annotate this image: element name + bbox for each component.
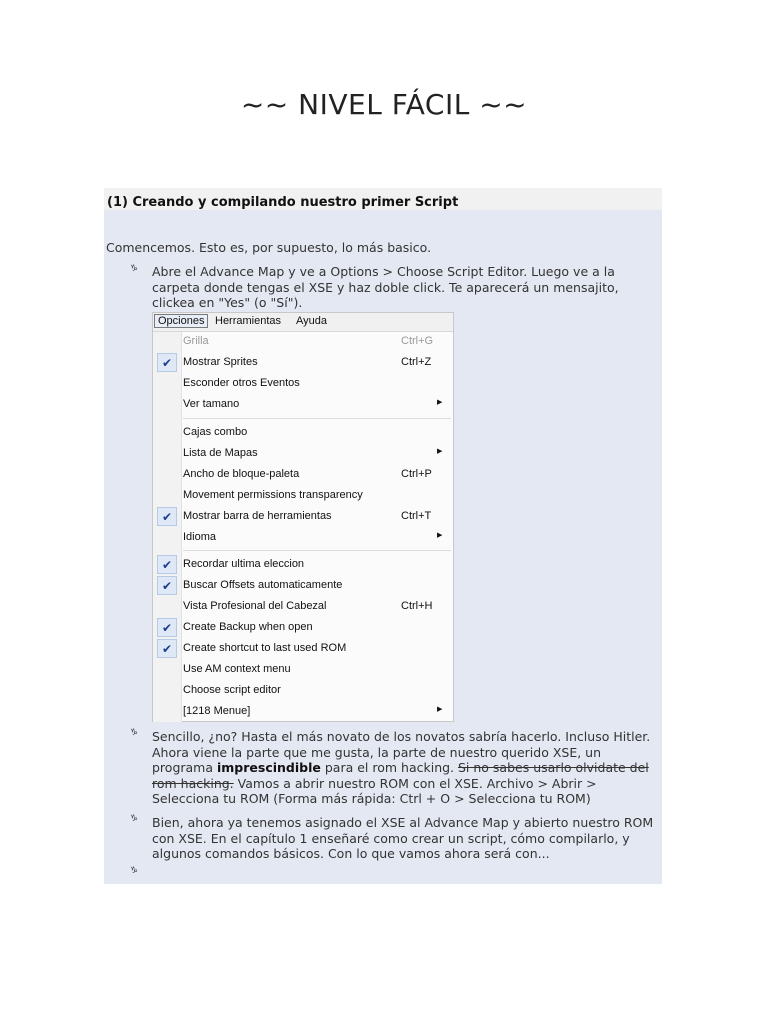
text-run: para el rom hacking. xyxy=(320,760,458,775)
struck-text: Si no sabes usarlo olvidate del xyxy=(458,760,649,775)
menu-item[interactable] xyxy=(153,444,453,464)
bold-text: imprescindible xyxy=(217,760,321,775)
menu-item[interactable] xyxy=(153,465,453,485)
paragraph-line: con XSE. En el capítulo 1 enseñaré como crear un script, cómo compilarlo, y xyxy=(152,830,630,846)
paragraph-line xyxy=(152,776,660,792)
menu-item[interactable] xyxy=(153,353,453,373)
check-icon: ✔ xyxy=(157,507,177,526)
menu-item-label: Idioma xyxy=(183,531,217,543)
paragraph-line: Bien, ahora ya tenemos asignado el XSE al Advance Map y abierto nuestro ROM xyxy=(152,815,654,830)
paragraph-line xyxy=(152,760,660,776)
check-icon: ✔ xyxy=(157,353,177,372)
menu-item-label: Mostrar Sprites xyxy=(183,356,258,368)
menu-item[interactable] xyxy=(153,702,453,722)
submenu-arrow-icon: ▶ xyxy=(437,706,443,713)
menu-item[interactable] xyxy=(153,639,453,659)
menu-item-label: Lista de Mapas xyxy=(183,447,258,459)
check-icon: ✔ xyxy=(157,576,177,595)
text-run: programa xyxy=(152,760,217,775)
intro-text: Comencemos. Esto es, por supuesto, lo más basico. xyxy=(106,240,432,255)
menu-item-label: Create Backup when open xyxy=(183,621,313,633)
section-header: (1) Creando y compilando nuestro primer Script xyxy=(104,188,662,210)
menu-item-label: Mostrar barra de herramientas xyxy=(183,510,332,522)
submenu-arrow-icon: ▶ xyxy=(437,532,443,539)
submenu-arrow-icon: ▶ xyxy=(437,399,443,406)
menu-bar xyxy=(153,313,453,332)
menu-item-label: Grilla xyxy=(183,335,209,347)
menu-item[interactable] xyxy=(153,576,453,596)
menu-item-shortcut: Ctrl+Z xyxy=(401,356,432,368)
paragraph-2 xyxy=(152,729,660,807)
menu-item-label: Ancho de bloque-paleta xyxy=(183,468,300,480)
paragraph-line: Abre el Advance Map y ve a Options > Choose Script Editor. Luego ve a la xyxy=(152,264,615,279)
paragraph-line: clickea en "Yes" (o "Sí"). xyxy=(152,295,303,310)
paragraph-line: carpeta donde tengas el XSE y haz doble click. Te aparecerá un mensajito, xyxy=(152,279,619,295)
paragraph-line: algunos comandos básicos. Con lo que vamos ahora será con... xyxy=(152,846,550,861)
menu-item-shortcut: Ctrl+H xyxy=(401,600,433,612)
menu-separator xyxy=(183,418,451,419)
submenu-arrow-icon: ▶ xyxy=(437,448,443,455)
menu-herramientas[interactable]: Herramientas xyxy=(215,315,282,327)
struck-text: rom hacking. xyxy=(152,775,234,791)
menu-item[interactable] xyxy=(153,395,453,415)
menu-item[interactable] xyxy=(153,597,453,617)
paragraph-line: Selecciona tu ROM (Forma más rápida: Ctrl + O > Selecciona tu ROM) xyxy=(152,791,591,806)
paragraph-3 xyxy=(152,815,660,862)
menu-item-label: Use AM context menu xyxy=(183,663,291,675)
menu-item-label: [1218 Menue] xyxy=(183,705,251,717)
menu-item-shortcut: Ctrl+P xyxy=(401,468,432,480)
menu-item-label: Vista Profesional del Cabezal xyxy=(183,600,327,612)
menu-item[interactable] xyxy=(153,528,453,548)
check-icon: ✔ xyxy=(157,555,177,574)
options-menu-screenshot xyxy=(152,312,454,722)
menu-item[interactable] xyxy=(153,332,453,352)
bullet-icon: ♑ xyxy=(130,814,139,824)
menu-item-label: Esconder otros Eventos xyxy=(183,377,300,389)
menu-item-label: Choose script editor xyxy=(183,684,281,696)
content-panel xyxy=(104,188,662,884)
menu-item[interactable] xyxy=(153,618,453,638)
menu-item-label: Cajas combo xyxy=(183,426,248,438)
bullet-icon: ♑ xyxy=(130,264,139,274)
check-icon: ✔ xyxy=(157,639,177,658)
menu-item[interactable] xyxy=(153,486,453,506)
menu-separator xyxy=(183,550,451,551)
bullet-icon: ♑ xyxy=(130,866,139,876)
menu-item-label: Create shortcut to last used ROM xyxy=(183,642,347,654)
paragraph-1 xyxy=(152,264,660,311)
menu-item[interactable] xyxy=(153,507,453,527)
menu-item[interactable] xyxy=(153,681,453,701)
menu-item-label: Ver tamano xyxy=(183,398,240,410)
menu-item-label: Buscar Offsets automaticamente xyxy=(183,579,343,591)
menu-item[interactable] xyxy=(153,660,453,680)
menu-item-label: Movement permissions transparency xyxy=(183,489,363,501)
menu-item-shortcut: Ctrl+T xyxy=(401,510,432,522)
menu-item[interactable] xyxy=(153,374,453,394)
menu-item-shortcut: Ctrl+G xyxy=(401,335,434,347)
text-run: Vamos a abrir nuestro ROM con el XSE. Archivo > Abrir > xyxy=(233,775,597,791)
menu-opciones[interactable]: Opciones xyxy=(154,314,208,328)
page-title: ~~ NIVEL FÁCIL ~~ xyxy=(240,88,528,121)
paragraph-line: Ahora viene la parte que me gusta, la parte de nuestro querido XSE, un xyxy=(152,744,602,760)
paragraph-line: Sencillo, ¿no? Hasta el más novato de los novatos sabría hacerlo. Incluso Hitler. xyxy=(152,729,651,744)
menu-item[interactable] xyxy=(153,423,453,443)
menu-item-label: Recordar ultima eleccion xyxy=(183,558,305,570)
menu-ayuda[interactable]: Ayuda xyxy=(296,315,327,327)
menu-item[interactable] xyxy=(153,555,453,575)
bullet-icon: ♑ xyxy=(130,728,139,738)
check-icon: ✔ xyxy=(157,618,177,637)
